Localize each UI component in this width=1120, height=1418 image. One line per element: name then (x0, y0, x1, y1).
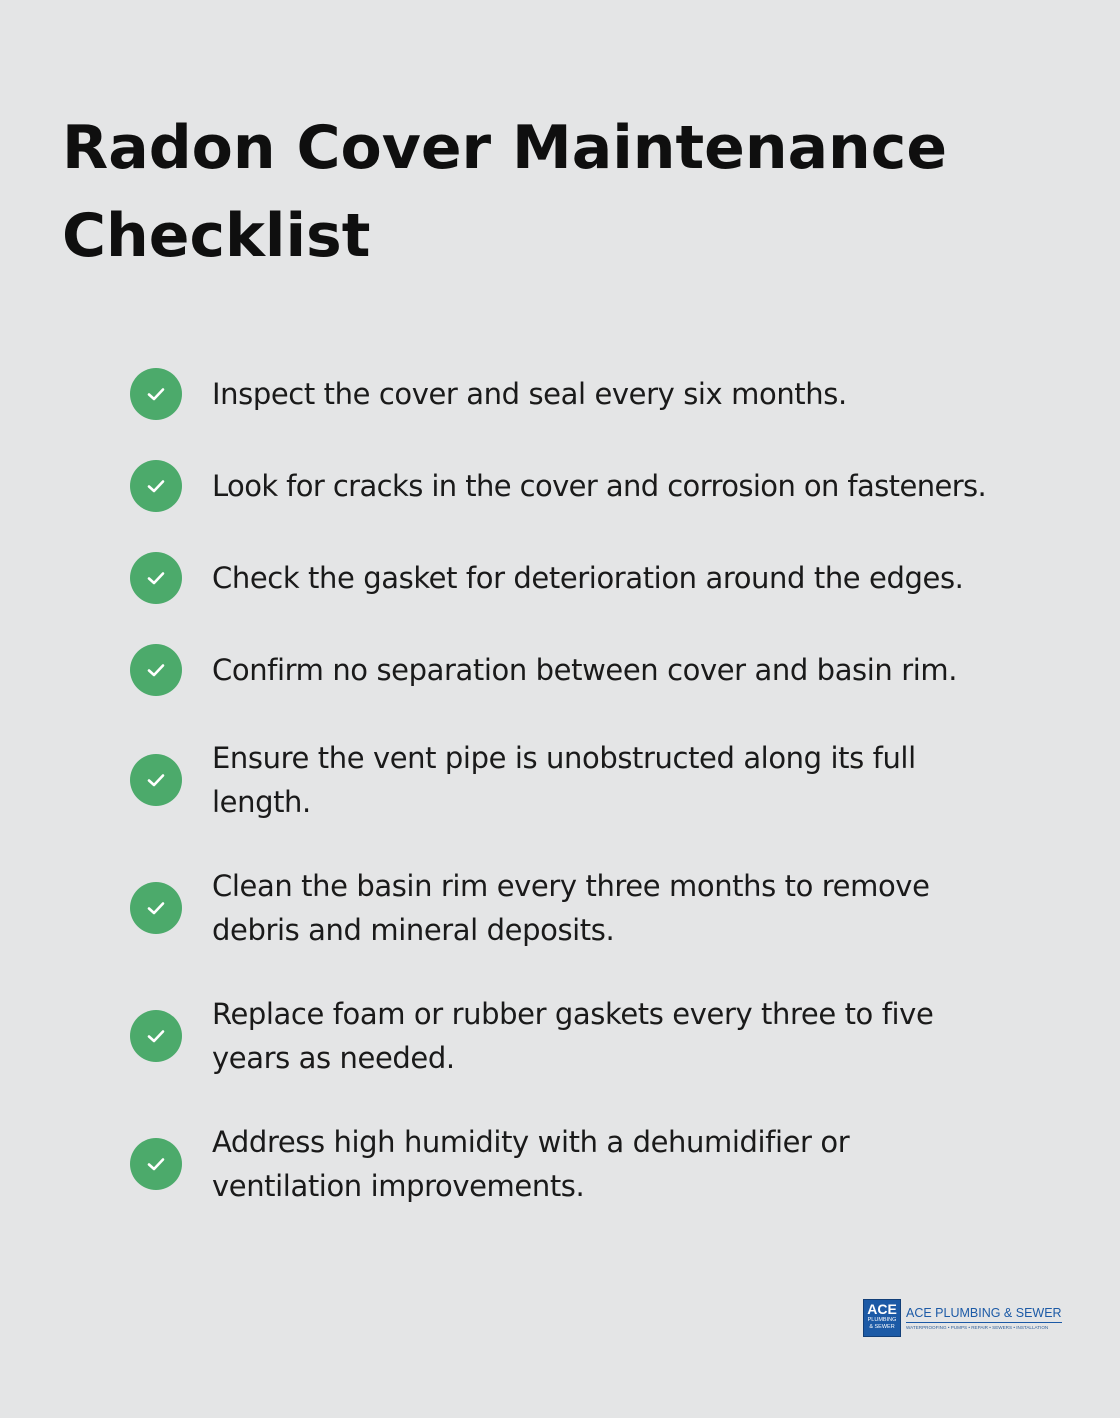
logo-divider (906, 1322, 1062, 1323)
checklist-item-text: Inspect the cover and seal every six months. (212, 377, 847, 411)
logo-badge-line3: & SEWER (869, 1324, 895, 1330)
company-logo (863, 1298, 1063, 1338)
checklist-item (130, 552, 1060, 604)
logo-tagline: WATERPROOFING • PUMPS • REPAIR • SEWERS • INSTALLATION (906, 1325, 1049, 1330)
checklist-item (130, 864, 1060, 952)
checklist-item-text: Check the gasket for deterioration around the edges. (212, 561, 964, 595)
check-circle-icon (130, 460, 182, 512)
logo-badge-line2: PLUMBING (867, 1317, 897, 1323)
logo-badge (863, 1299, 901, 1337)
logo-company-name: ACE PLUMBING & SEWER (906, 1306, 1062, 1320)
checklist-item-text: Replace foam or rubber gaskets every three to five years as needed. (212, 997, 934, 1075)
check-circle-icon (130, 754, 182, 806)
checklist-item (130, 992, 1060, 1080)
checklist-item-text: Confirm no separation between cover and basin rim. (212, 653, 958, 687)
check-circle-icon (130, 644, 182, 696)
check-circle-icon (130, 882, 182, 934)
checklist-item-text: Clean the basin rim every three months to remove debris and mineral deposits. (212, 869, 930, 947)
checklist-item (130, 368, 1060, 420)
checklist-item (130, 1120, 1060, 1208)
checklist-item (130, 736, 1060, 824)
check-circle-icon (130, 552, 182, 604)
check-circle-icon (130, 1138, 182, 1190)
checklist-item (130, 644, 1060, 696)
checklist-item-text: Ensure the vent pipe is unobstructed along its full length. (212, 741, 916, 819)
checklist-item-text: Look for cracks in the cover and corrosion on fasteners. (212, 469, 987, 503)
check-circle-icon (130, 368, 182, 420)
checklist-item (130, 460, 1060, 512)
check-circle-icon (130, 1010, 182, 1062)
page-title: Radon Cover Maintenance Checklist (62, 113, 948, 271)
checklist-item-text: Address high humidity with a dehumidifier or ventilation improvements. (212, 1125, 850, 1203)
logo-wordmark (906, 1305, 1062, 1331)
logo-badge-ace: ACE (867, 1301, 897, 1317)
